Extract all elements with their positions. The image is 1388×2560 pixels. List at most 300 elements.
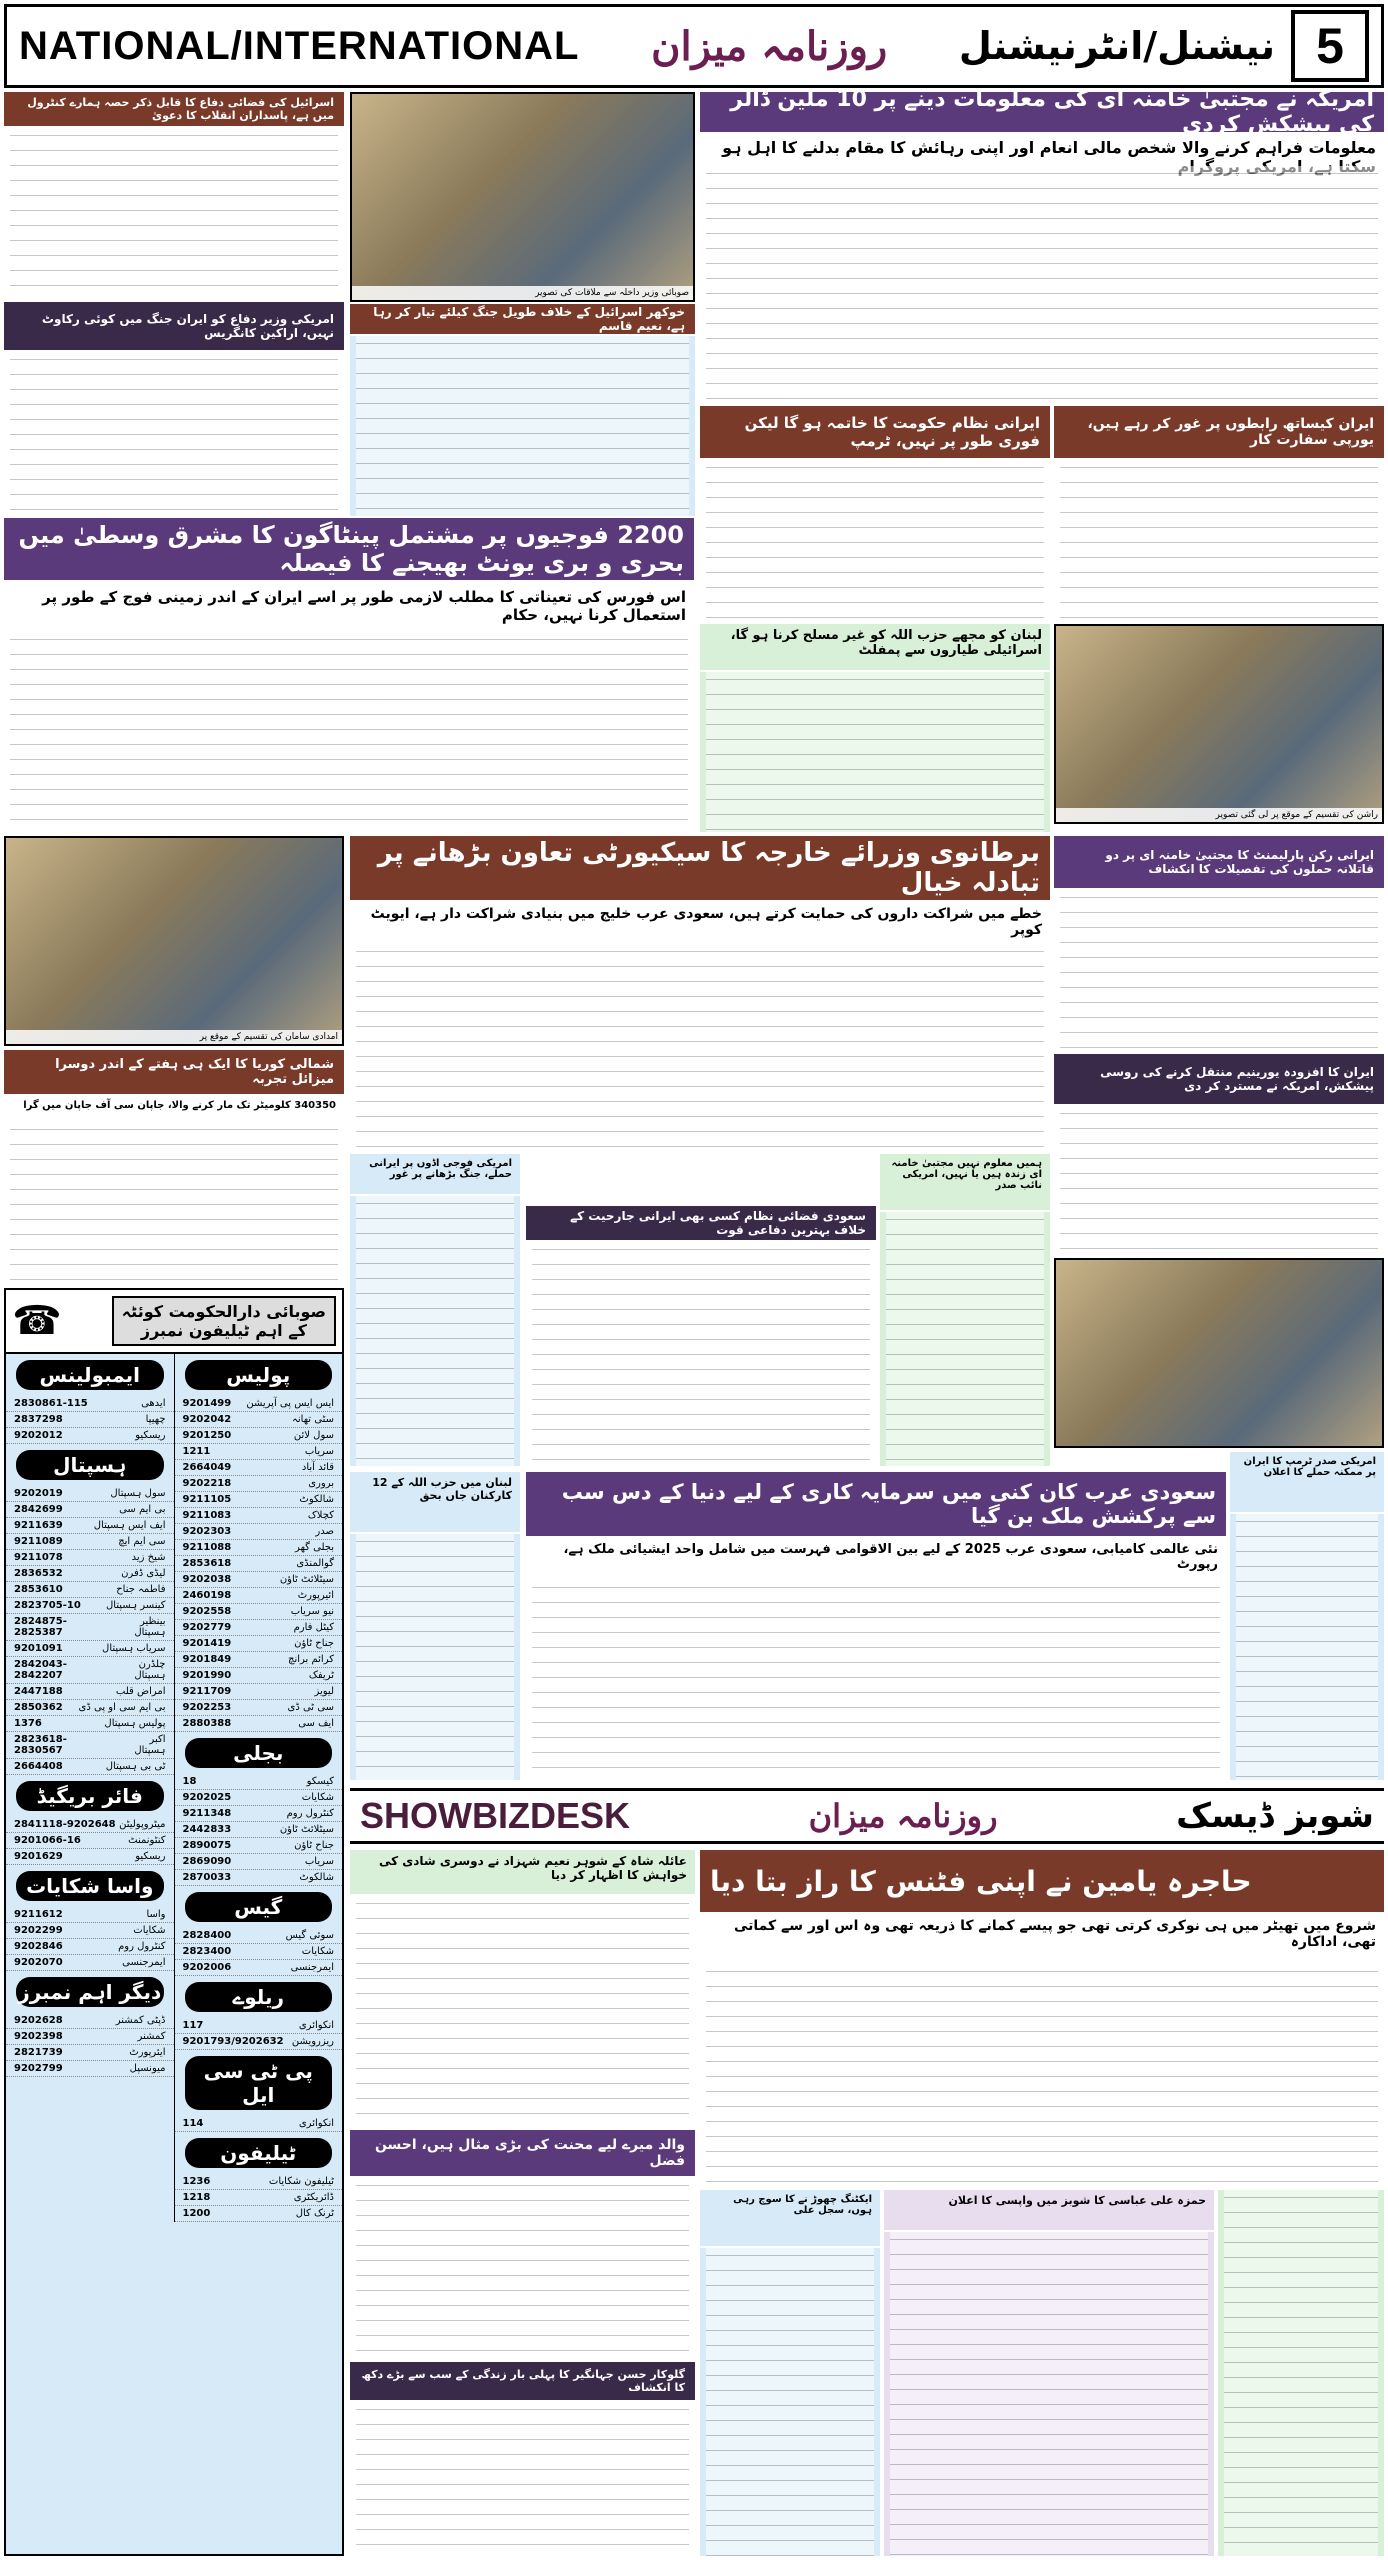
- headline-ahsan: والد میرے لیے محنت کی بڑی مثال ہیں، احسن فضل: [350, 2130, 695, 2176]
- section-other: دیگر اہم نمبرز: [16, 1977, 164, 2007]
- phone-label: ریسکیو: [135, 1430, 166, 1441]
- phone-row: [175, 1716, 343, 1732]
- phone-row: [175, 1960, 343, 1976]
- phone-number: 2823400: [182, 1946, 232, 1957]
- phone-label: شکایات: [301, 1946, 334, 1957]
- section-title-urdu: نیشنل/انٹرنیشنل: [958, 24, 1275, 68]
- phone-number: 114: [182, 2118, 204, 2129]
- phone-number: 9202006: [182, 1962, 232, 1973]
- phone-row: [6, 1657, 174, 1684]
- subhead-saudi-mining: نئی عالمی کامیابی، سعودی عرب 2025 کے لیے بین الاقوامی فہرست میں شامل واحد ایشیائی ملک ہے، رپورٹ: [563, 1542, 1218, 1572]
- phone-row: [6, 1923, 174, 1939]
- newspaper-masthead: روزنامہ میزان: [651, 22, 888, 70]
- showbiz-header: [350, 1788, 1384, 1844]
- phone-number: 9202628: [14, 2015, 63, 2026]
- phone-number: 2850362: [14, 1702, 63, 1713]
- headline-iran-us-talks: ایران کا افزودہ یورینیم منتقل کرنے کی روسی پیشکش، امریکہ نے مسترد کر دی: [1054, 1054, 1384, 1104]
- headline-saudi-defense: سعودی فضائی نظام کسی بھی ایرانی جارحیت کے خلاف بہترین دفاعی قوت: [526, 1206, 876, 1240]
- phone-label: ریزرویشن: [291, 2036, 334, 2047]
- phone-row: [175, 1838, 343, 1854]
- rows-complaints: [6, 1907, 174, 1971]
- phone-label: شیخ زید: [131, 1552, 166, 1563]
- headline-lebanon: لبنان کو مجھے حزب اللہ کو غیر مسلح کرنا ہو گا، اسرائیلی طیاروں سے پمفلٹ: [700, 624, 1050, 670]
- phone-label: سیٹلائٹ ٹاؤن: [279, 1824, 334, 1835]
- headline-iran-attack-plan: امریکی صدر ٹرمپ کا ایران پر ممکنہ حملے کا اعلان: [1230, 1452, 1384, 1512]
- phone-row: [6, 2029, 174, 2045]
- phone-number: 2664408: [14, 1761, 63, 1772]
- phone-row: [6, 1955, 174, 1971]
- phone-number: 9202218: [182, 1478, 232, 1489]
- headline-pentagon: 2200 فوجیوں پر مشتمل پینٹاگون کا مشرق وسطیٰ میں بحری و بری یونٹ بھیجنے کا فیصلہ: [4, 518, 694, 580]
- subhead-pentagon: اس فورس کی تعیناتی کا مطلب لازمی طور پر اسے ایران کے اندر زمینی فوج کے طور پر استعمال کرنا نہیں، حکام: [42, 588, 686, 624]
- phone-label: سیٹلائٹ ٹاؤن: [279, 1574, 334, 1585]
- rows-hospital: [6, 1486, 174, 1775]
- headline-israel-control: اسرائیل کی فضائی دفاع کا قابل ذکر حصہ ہمارے کنٹرول میں ہے، پاسداران انقلاب کا دعویٰ: [4, 92, 344, 126]
- phone-label: ایمرجنسی: [290, 1962, 334, 1973]
- phone-label: ریسکیو: [135, 1851, 166, 1862]
- headline-us-war: امریکی وزیر دفاع کو ایران جنگ میں کوئی رکاوٹ نہیں، اراکین کانگریس: [4, 302, 344, 350]
- phone-number: 2842699: [14, 1504, 63, 1515]
- section-title-english: NATIONAL/INTERNATIONAL: [19, 23, 580, 68]
- phone-row: [175, 1396, 343, 1412]
- phone-directory-sidebar: [4, 1288, 344, 2556]
- phone-number: 2442833: [182, 1824, 232, 1835]
- article-body-iran-regime: [700, 460, 1050, 620]
- headline-sajal: ایکٹنگ چھوڑ نے کا سوچ رہی ہوں، سجل علی: [700, 2190, 880, 2246]
- phone-number: 1236: [182, 2176, 211, 2187]
- article-body-iran-us-talks: [1054, 1106, 1384, 1256]
- phone-number: 9211089: [14, 1536, 63, 1547]
- phone-label: اکبر ہسپتال: [134, 1734, 166, 1756]
- phone-number: 9211639: [14, 1520, 63, 1531]
- rows-other: [6, 2013, 174, 2077]
- headline-us-iran-attack: امریکی فوجی اڈوں پر ایرانی حملے، جنگ بڑھانے پر غور: [350, 1154, 520, 1194]
- phone-label: کنٹرول روم: [286, 1808, 334, 1819]
- phone-label: بی ایم سی او پی ڈی: [78, 1702, 166, 1713]
- phone-label: سٹی تھانہ: [292, 1414, 334, 1425]
- phone-label: ائیرپورٹ: [297, 1590, 334, 1601]
- phone-row: [6, 1732, 174, 1759]
- phone-label: ٹیلیفون شکایات: [268, 2176, 334, 2187]
- phone-number: 1218: [182, 2192, 211, 2203]
- phone-number: 2842043-2842207: [14, 1659, 67, 1681]
- phone-label: چھیپا: [145, 1414, 166, 1425]
- article-body-saudi-defense: [526, 1242, 876, 1466]
- phone-row: [175, 1806, 343, 1822]
- phone-label: نیو سریاب: [290, 1606, 334, 1617]
- phone-column-right: [174, 1354, 343, 2222]
- subhead-us-reward: معلومات فراہم کرنے والا شخص مالی انعام اور اپنی رہائش کا مقام بدلنے کا اہل ہو: [722, 138, 1376, 157]
- article-body-sajal: [700, 2248, 880, 2556]
- phone-label: انکوائری: [298, 2020, 334, 2031]
- article-body-khamenei-unknown: [880, 1212, 1050, 1466]
- phone-label: سول ہسپتال: [110, 1488, 166, 1499]
- phone-number: 18: [182, 1776, 197, 1787]
- phone-row: [175, 1444, 343, 1460]
- article-body-hajra-yamin: [700, 1964, 1384, 2184]
- phone-row: [175, 1428, 343, 1444]
- phone-number: 9202779: [182, 1622, 232, 1633]
- phone-label: ایئرپورٹ: [129, 2047, 166, 2058]
- headline-uk-ministers: برطانوی وزرائے خارجہ کا سیکیورٹی تعاون بڑھانے پر تبادلہ خیال: [350, 836, 1050, 900]
- phone-number: 9211612: [14, 1909, 63, 1920]
- title-line-2: کے اہم ٹیلیفون نمبرز: [140, 1321, 307, 1340]
- phone-label: لیویز: [314, 1686, 334, 1697]
- phone-number: 2460198: [182, 1590, 232, 1601]
- rows-railway: [175, 2018, 343, 2050]
- headline-khamenei-parliament: ایرانی رکن پارلیمنٹ کا مجتبیٰ خامنہ ای پر دو قاتلانہ حملوں کی تفصیلات کا انکشاف: [1054, 836, 1384, 888]
- phone-number: 9202038: [182, 1574, 232, 1585]
- phone-number: 9201419: [182, 1638, 232, 1649]
- phone-row: [175, 2174, 343, 2190]
- photo-caption: صوبائی وزیر داخلہ سے ملاقات کی تصویر: [352, 286, 693, 300]
- rows-electricity: [175, 1774, 343, 1886]
- section-ambulance: ایمبولینس: [16, 1360, 164, 1390]
- phone-label: سی ایم ایچ: [118, 1536, 166, 1547]
- article-body-lebanon: [700, 672, 1050, 832]
- headline-north-korea: شمالی کوریا کا ایک ہی ہفتے کے اندر دوسرا میزائل تجربہ: [4, 1050, 344, 1094]
- phone-number: 2869090: [182, 1856, 232, 1867]
- article-body-hamza: [884, 2232, 1214, 2556]
- phone-number: 2836532: [14, 1568, 63, 1579]
- phone-number: 1376: [14, 1718, 42, 1729]
- phone-number: 9201629: [14, 1851, 63, 1862]
- headline-lebanon-hezbollah: لبنان میں حزب اللہ کے 12 کارکنان جاں بحق: [350, 1472, 520, 1532]
- section-ptcl: پی ٹی سی ایل: [185, 2056, 333, 2110]
- phone-label: چلڈرن ہسپتال: [134, 1659, 166, 1681]
- phone-row: [175, 1928, 343, 1944]
- phone-label: فاطمہ جناح: [116, 1584, 166, 1595]
- phone-number: 9202042: [182, 1414, 232, 1425]
- phone-number: 9202398: [14, 2031, 63, 2042]
- phone-number: 9202253: [182, 1702, 232, 1713]
- phone-row: [6, 2045, 174, 2061]
- article-body-showbiz-side: [1218, 2190, 1384, 2556]
- phone-label: میونسپل: [129, 2063, 166, 2074]
- phone-label: انکوائری: [298, 2118, 334, 2129]
- phone-row: [175, 1636, 343, 1652]
- phone-row: [6, 1534, 174, 1550]
- phone-row: [6, 1833, 174, 1849]
- phone-row: [6, 1428, 174, 1444]
- phone-label: کچلاک: [307, 1510, 334, 1521]
- phone-row: [175, 1572, 343, 1588]
- article-body-iran-attack-plan: [1230, 1514, 1384, 1780]
- phone-row: [6, 1566, 174, 1582]
- phone-number: 9202299: [14, 1925, 63, 1936]
- phone-directory-title: [112, 1296, 336, 1346]
- phone-row: [6, 1700, 174, 1716]
- article-body-khamenei-parliament: [1054, 890, 1384, 1050]
- phone-number: 9202799: [14, 2063, 63, 2074]
- phone-number: 9211105: [182, 1494, 232, 1505]
- phone-row: [6, 1684, 174, 1700]
- showbiz-title-english: SHOWBIZDESK: [360, 1795, 630, 1836]
- phone-label: لیڈی ڈفرن: [121, 1568, 166, 1579]
- phone-number: 9201250: [182, 1430, 232, 1441]
- phone-number: 9201849: [182, 1654, 232, 1665]
- article-body-lebanon-hezbollah: [350, 1534, 520, 1780]
- photo-caption: راشن کی تقسیم کے موقع پر لی گئی تصویر: [1056, 808, 1382, 822]
- phone-label: میٹروپولیٹن: [119, 1819, 166, 1830]
- phone-label: ٹریفک: [308, 1670, 334, 1681]
- article-body-ahsan: [350, 2178, 695, 2358]
- section-railway: ریلوے: [185, 1982, 333, 2012]
- photo-aid-distribution: [1054, 1258, 1384, 1448]
- phone-number: 9202558: [182, 1606, 232, 1617]
- phone-number: 9202012: [14, 1430, 63, 1441]
- article-body-saudi-mining: [526, 1580, 1226, 1780]
- phone-row: [175, 1524, 343, 1540]
- section-police: پولیس: [185, 1360, 333, 1390]
- phone-row: [6, 1412, 174, 1428]
- phone-number: 2821739: [14, 2047, 63, 2058]
- headline-iran-regime: ایرانی نظام حکومت کا خاتمہ ہو گا لیکن فوری طور پر نہیں، ٹرمپ: [700, 406, 1050, 458]
- article-body-north-korea: [4, 1122, 344, 1282]
- phone-label: کنٹونمنٹ: [128, 1835, 166, 1846]
- phone-label: کمشنر: [137, 2031, 166, 2042]
- phone-row: [6, 1716, 174, 1732]
- phone-row: [175, 1508, 343, 1524]
- page-number: 5: [1291, 10, 1369, 82]
- phone-row: [6, 2061, 174, 2077]
- section-complaints: واسا شکایات: [16, 1871, 164, 1901]
- phone-label: سوئی گیس: [285, 1930, 334, 1941]
- phone-label: بی ایم سی: [119, 1504, 166, 1515]
- phone-number: 2824875-2825387: [14, 1616, 67, 1638]
- phone-label: ایدھی: [141, 1398, 166, 1409]
- phone-row: [6, 1817, 174, 1833]
- phone-label: شالکوٹ: [299, 1494, 334, 1505]
- article-body-israel-control: [4, 128, 344, 298]
- article-body-gulkarsh: [350, 2402, 695, 2556]
- phone-row: [175, 1540, 343, 1556]
- phone-number: 1200: [182, 2208, 211, 2219]
- phone-label: شکایات: [301, 1792, 334, 1803]
- headline-hamza: حمزہ علی عباسی کا شوبز میں واپسی کا اعلان: [884, 2190, 1214, 2230]
- phone-number: 9211088: [182, 1542, 232, 1553]
- phone-row: [175, 1774, 343, 1790]
- headline-saudi-mining: سعودی عرب کان کنی میں سرمایہ کاری کے لیے دنیا کے دس سب سے پرکشش ملک بن گیا: [526, 1472, 1226, 1536]
- phone-row: [175, 1822, 343, 1838]
- phone-row: [6, 1550, 174, 1566]
- phone-number: 2823705-10: [14, 1600, 81, 1611]
- rows-ambulance: [6, 1396, 174, 1444]
- phone-number: 2447188: [14, 1686, 63, 1697]
- phone-row: [6, 1486, 174, 1502]
- phone-label: شالکوٹ: [299, 1872, 334, 1883]
- phone-row: [175, 2018, 343, 2034]
- phone-label: ایس ایس پی آپریشن: [246, 1398, 334, 1409]
- phone-number: 9202025: [182, 1792, 232, 1803]
- phone-number: 2853610: [14, 1584, 63, 1595]
- phone-label: سریاب: [304, 1446, 334, 1457]
- phone-label: ایف ایس ہسپتال: [93, 1520, 166, 1531]
- phone-row: [175, 1790, 343, 1806]
- phone-number: 9201066-16: [14, 1835, 81, 1846]
- article-body-us-reward: [700, 166, 1384, 402]
- phone-label: کینسر ہسپتال: [105, 1600, 166, 1611]
- phone-number: 2890075: [182, 1840, 232, 1851]
- phone-number: 9202019: [14, 1488, 63, 1499]
- headline-us-reward: امریکہ نے مجتبیٰ خامنہ ای کی معلومات دینے پر 10 ملین ڈالر کی پیشکش کردی: [700, 92, 1384, 132]
- section-gas: گیس: [185, 1892, 333, 1922]
- title-line-1: صوبائی دارالحکومت کوئٹہ: [121, 1302, 326, 1321]
- phone-number: 9201499: [182, 1398, 232, 1409]
- phone-number: 9202070: [14, 1957, 63, 1968]
- phone-number: 2837298: [14, 1414, 63, 1425]
- rows-ptcl: [175, 2116, 343, 2132]
- phone-number: 9211348: [182, 1808, 232, 1819]
- phone-row: [175, 1604, 343, 1620]
- phone-row: [175, 1700, 343, 1716]
- phone-number: 2870033: [182, 1872, 232, 1883]
- phone-label: شکایات: [133, 1925, 166, 1936]
- rows-telephone: [175, 2174, 343, 2222]
- phone-number: 2830861-115: [14, 1398, 88, 1409]
- phone-row: [175, 1944, 343, 1960]
- photo-rations: [1054, 624, 1384, 824]
- phone-label: ڈائریکٹری: [293, 2192, 334, 2203]
- headline-khokhar: خوکھر اسرائیل کے خلاف طویل جنگ کیلئے تیار کر رہا ہے، نعیم قاسم: [350, 304, 695, 334]
- phone-directory-header: [6, 1290, 342, 1354]
- phone-label: سی ٹی ڈی: [287, 1702, 334, 1713]
- phone-number: 9202303: [182, 1526, 232, 1537]
- phone-number: 2880388: [182, 1718, 232, 1729]
- telephone-icon: ☎: [12, 1298, 62, 1344]
- phone-row: [175, 2206, 343, 2222]
- phone-label: واسا: [146, 1909, 166, 1920]
- section-hospital: ہسپتال: [16, 1450, 164, 1480]
- phone-number: 9201990: [182, 1670, 232, 1681]
- photo-quetta-meeting: [350, 92, 695, 302]
- phone-row: [6, 1641, 174, 1657]
- phone-number: 2853618: [182, 1558, 232, 1569]
- phone-label: بینظیر ہسپتال: [134, 1616, 166, 1638]
- phone-row: [6, 1396, 174, 1412]
- section-electricity: بجلی: [185, 1738, 333, 1768]
- phone-label: ایمرجنسی: [122, 1957, 166, 1968]
- phone-row: [6, 1598, 174, 1614]
- phone-number: 2841118-9202648: [14, 1819, 116, 1830]
- phone-label: قائد آباد: [301, 1462, 334, 1473]
- phone-row: [175, 1620, 343, 1636]
- photo-caption: امدادی سامان کی تقسیم کے موقع پر: [6, 1030, 342, 1044]
- article-body-uk-ministers: [350, 944, 1050, 1149]
- section-fire-brigade: فائر بریگیڈ: [16, 1781, 164, 1811]
- phone-number: 2664049: [182, 1462, 232, 1473]
- phone-row: [175, 2190, 343, 2206]
- phone-columns: [6, 1354, 342, 2222]
- phone-row: [175, 1652, 343, 1668]
- showbiz-masthead: روزنامہ میزان: [808, 1797, 998, 1835]
- phone-number: 1211: [182, 1446, 211, 1457]
- phone-row: [6, 1939, 174, 1955]
- article-body-pentagon: [4, 632, 694, 826]
- phone-row: [175, 1556, 343, 1572]
- subhead-hajra-yamin: شروع میں تھیٹر میں ہی نوکری کرتی تھی جو پیسے کمانے کا ذریعہ تھی وہ اس اور سے کماتی تھی، اداکارہ: [733, 1918, 1376, 1950]
- phone-label: سریاب ہسپتال: [102, 1643, 166, 1654]
- article-body-us-war: [4, 352, 344, 512]
- phone-label: ڈپٹی کمشنر: [115, 2015, 166, 2026]
- phone-row: [175, 1460, 343, 1476]
- phone-label: کیسکو: [306, 1776, 334, 1787]
- headline-hajra-yamin: حاجرہ یامین نے اپنی فٹنس کا راز بتا دیا: [700, 1850, 1384, 1912]
- headline-iran-contacts: ایران کیساتھ رابطوں پر غور کر رہے ہیں، یورپی سفارت کار: [1054, 406, 1384, 458]
- phone-label: پولیس ہسپتال: [104, 1718, 166, 1729]
- section-telephone: ٹیلیفون: [185, 2138, 333, 2168]
- phone-column-left: [6, 1354, 174, 2222]
- showbiz-title-urdu: شوبز ڈیسک: [1176, 1796, 1374, 1836]
- phone-row: [6, 1614, 174, 1641]
- phone-label: ٹی بی ہسپتال: [105, 1761, 166, 1772]
- phone-label: امراض قلب: [115, 1686, 166, 1697]
- phone-row: [175, 1684, 343, 1700]
- article-body-us-iran-attack: [350, 1196, 520, 1466]
- phone-row: [175, 2116, 343, 2132]
- phone-row: [6, 2013, 174, 2029]
- phone-row: [6, 1849, 174, 1865]
- phone-number: 2828400: [182, 1930, 232, 1941]
- page-header: [4, 4, 1384, 88]
- photo-relief: [4, 836, 344, 1046]
- phone-label: ایف سی: [298, 1718, 334, 1729]
- phone-number: 9211709: [182, 1686, 232, 1697]
- rows-police: [175, 1396, 343, 1732]
- phone-number: 9211083: [182, 1510, 232, 1521]
- headline-nauman: عائلہ شاہ کے شوہر نعیم شہزاد نے دوسری شادی کی خواہش کا اظہار کر دیا: [350, 1850, 695, 1894]
- rows-gas: [175, 1928, 343, 1976]
- headline-gulkarsh: گلوکار حسن جہانگیر کا پہلی بار زندگی کے سب سے بڑے دکھ کا انکشاف: [350, 2362, 695, 2400]
- article-body-iran-contacts: [1054, 460, 1384, 620]
- phone-row: [175, 1854, 343, 1870]
- phone-row: [6, 1518, 174, 1534]
- phone-label: جناح ٹاؤن: [294, 1840, 334, 1851]
- phone-label: صدر: [315, 1526, 334, 1537]
- phone-label: سول لائن: [293, 1430, 334, 1441]
- article-body-khokhar: [350, 336, 695, 516]
- phone-label: بجلی گھر: [295, 1542, 334, 1553]
- phone-row: [175, 1412, 343, 1428]
- article-body-nauman: [350, 1896, 695, 2126]
- rows-fire-brigade: [6, 1817, 174, 1865]
- phone-label: سریاب: [304, 1856, 334, 1867]
- phone-row: [175, 1668, 343, 1684]
- headline-khamenei-unknown: ہمیں معلوم نہیں مجتبیٰ خامنہ ای زندہ ہیں یا نہیں، امریکی نائب صدر: [880, 1154, 1050, 1210]
- phone-number: 9201091: [14, 1643, 63, 1654]
- phone-label: ٹرنک کال: [295, 2208, 334, 2219]
- phone-number: 9211078: [14, 1552, 63, 1563]
- phone-number: 9201793/9202632: [182, 2036, 284, 2047]
- phone-row: [6, 1582, 174, 1598]
- phone-row: [175, 1588, 343, 1604]
- phone-row: [6, 1759, 174, 1775]
- phone-row: [175, 1476, 343, 1492]
- phone-label: بروری: [308, 1478, 334, 1489]
- phone-row: [175, 1870, 343, 1886]
- phone-row: [175, 1492, 343, 1508]
- phone-label: کرائم برانچ: [288, 1654, 334, 1665]
- phone-row: [175, 2034, 343, 2050]
- phone-row: [6, 1907, 174, 1923]
- phone-label: کیٹل فارم: [293, 1622, 334, 1633]
- phone-number: 2823618-2830567: [14, 1734, 67, 1756]
- subhead-north-korea: 340350 کلومیٹر تک مار کرنے والا، جاپان سی آف جاپان میں گرا: [23, 1100, 336, 1111]
- phone-label: گوالمنڈی: [296, 1558, 334, 1569]
- subhead-uk-ministers: خطے میں شراکت داروں کی حمایت کرتے ہیں، سعودی عرب خلیج میں بنیادی شراکت دار ہے، ایویٹ کوپر: [370, 906, 1042, 938]
- phone-number: 117: [182, 2020, 204, 2031]
- phone-label: جناح ٹاؤن: [294, 1638, 334, 1649]
